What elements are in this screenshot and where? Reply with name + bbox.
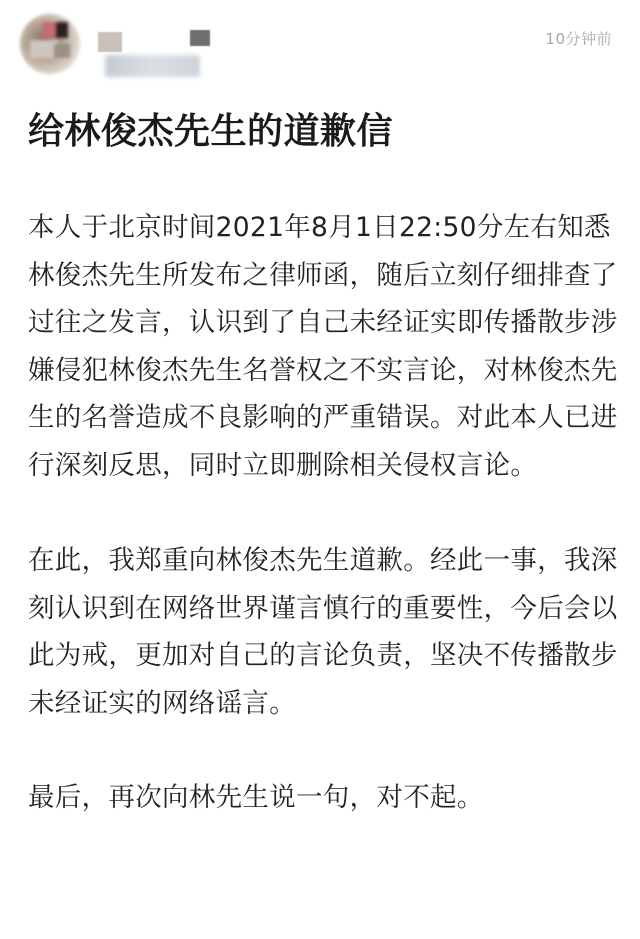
avatar-pixel-2 xyxy=(56,22,68,38)
post-paragraph: 在此，我郑重向林俊杰先生道歉。经此一事，我深刻认识到在网络世界谨言慎行的重要性，今后会以此为戒，更加对自己的言论负责，坚决不传播散步未经证实的网络谣言。 xyxy=(28,545,618,719)
avatar-pixel-4 xyxy=(54,44,70,58)
post-paragraph: 本人于北京时间2021年8月1日22:50分左右知悉林俊杰先生所发布之律师函，随后立刻仔细排查了过往之发言，认识到了自己未经证实即传播散步涉嫌侵犯林俊杰先生名誉权之不实言论，对林俊杰先生的名誉造成不良影响的严重错误。对此本人已进行深刻反思，同时立即删除相关侵权言论。 xyxy=(28,212,618,481)
post-header xyxy=(0,0,640,90)
avatar-pixel-6 xyxy=(190,30,210,46)
post-title: 给林俊杰先生的道歉信 xyxy=(28,111,394,152)
post-body xyxy=(28,204,618,822)
username[interactable] xyxy=(105,55,200,77)
avatar-pixel-1 xyxy=(42,22,56,38)
post-timestamp: 10分钟前 xyxy=(545,30,612,48)
avatar[interactable] xyxy=(20,14,80,74)
post-paragraph: 最后，再次向林先生说一句，对不起。 xyxy=(28,782,484,813)
avatar-pixel-5 xyxy=(98,32,122,52)
